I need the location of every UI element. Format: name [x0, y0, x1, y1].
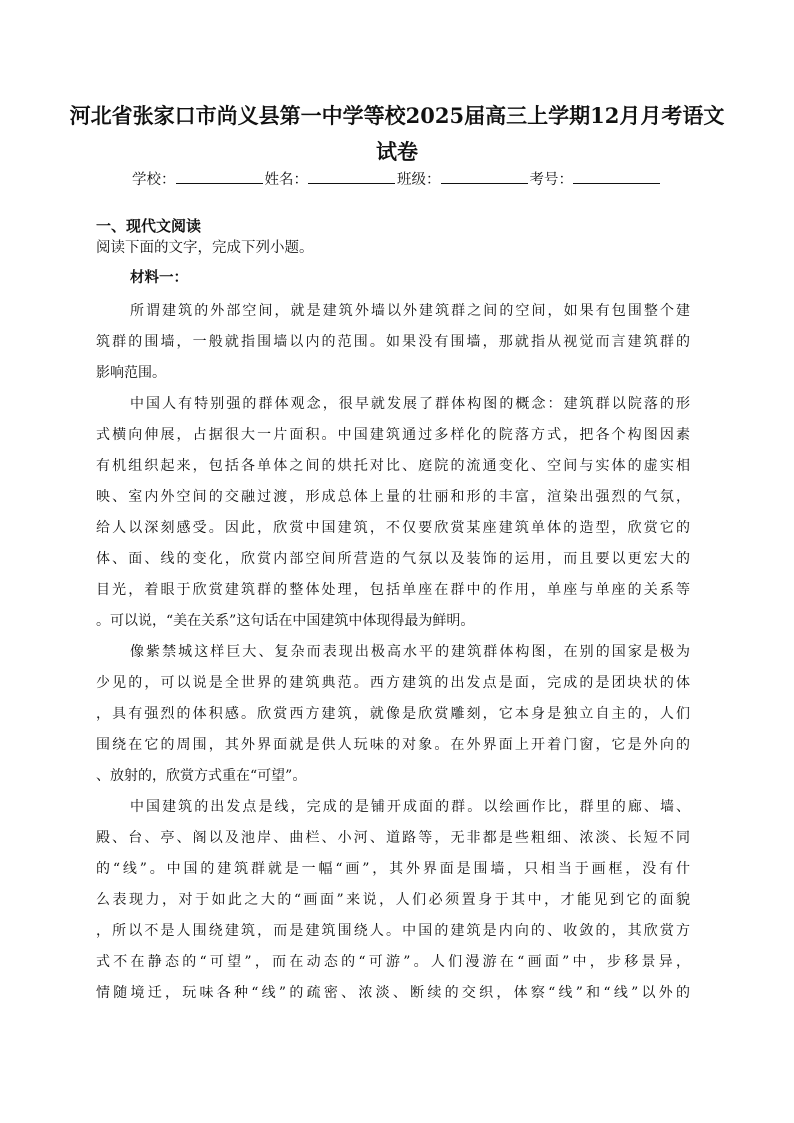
passage-line: 、放射的，欣赏方式重在“可望”。: [96, 768, 307, 784]
passage-line: 有机组织起来，包括各单体之间的烘托对比、庭院的流通变化、空间与实体的虚实相: [96, 458, 690, 474]
name-label: 姓名：: [264, 172, 308, 188]
student-info-row: [0, 168, 794, 192]
material-label: 材料一：: [130, 269, 188, 286]
school-blank: [176, 169, 263, 184]
passage-line: 式横向伸展，占据很大一片面积。中国建筑通过多样化的院落方式，把各个构图因素: [96, 427, 690, 443]
passage-line: 围绕在它的周围，其外界面就是供人玩味的对象。在外界面上开着门窗，它是外向的: [96, 737, 690, 753]
name-blank: [308, 169, 395, 184]
passage-line: 中国建筑的出发点是线，完成的是铺开成面的群。以绘画作比，群里的廊、墙、: [130, 799, 690, 815]
passage-line: 筑群的围墙，一般就指围墙以内的范围。如果没有围墙，那就指从视觉而言建筑群的: [96, 334, 690, 350]
passage-line: 体、面、线的变化，欣赏内部空间所营造的气氛以及装饰的运用，而且要以更宏大的: [96, 551, 690, 567]
passage-line: 所谓建筑的外部空间，就是建筑外墙以外建筑群之间的空间，如果有包围整个建: [130, 303, 690, 319]
passage-line: 。可以说，“美在关系”这句话在中国建筑中体现得最为鲜明。: [96, 613, 475, 629]
passage-line: 式不在静态的“可望”，而在动态的“可游”。人们漫游在“画面”中，步移景异，: [96, 954, 690, 970]
passage-line: 给人以深刻感受。因此，欣赏中国建筑，不仅要欣赏某座建筑单体的造型，欣赏它的: [96, 520, 690, 536]
exam-no-label: 考号：: [529, 172, 573, 188]
school-label: 学校：: [132, 172, 176, 188]
exam-title-line2: 试卷: [376, 139, 418, 164]
passage-line: 殿、台、亭、阁以及池岸、曲栏、小河、道路等，无非都是些粗细、浓淡、长短不同: [96, 830, 690, 846]
class-label: 班级：: [397, 172, 441, 188]
passage-line: 么表现力，对于如此之大的“画面”来说，人们必须置身于其中，才能见到它的面貌: [96, 892, 690, 908]
passage-line: 的“线”。中国的建筑群就是一幅“画”，其外界面是围墙，只相当于画框，没有什: [96, 861, 690, 877]
passage-line: 影响范围。: [96, 365, 166, 381]
passage-line: 映、室内外空间的交融过渡，形成总体上量的壮丽和形的丰富，渲染出强烈的气氛，: [96, 489, 690, 505]
section-instruction: 阅读下面的文字，完成下列小题。: [96, 240, 314, 256]
passage-line: 目光，着眼于欣赏建筑群的整体处理，包括单座在群中的作用，单座与单座的关系等: [96, 582, 690, 598]
passage-line: 少见的，可以说是全世界的建筑典范。西方建筑的出发点是面，完成的是团块状的体: [96, 675, 690, 691]
passage-line: 像紫禁城这样巨大、复杂而表现出极高水平的建筑群体构图，在别的国家是极为: [130, 644, 690, 660]
passage-line: 中国人有特别强的群体观念，很早就发展了群体构图的概念：建筑群以院落的形: [130, 396, 690, 412]
passage-line: 情随境迁，玩味各种“线”的疏密、浓淡、断续的交织，体察“线”和“线”以外的: [96, 985, 690, 1001]
passage-line: ，所以不是人围绕建筑，而是建筑围绕人。中国的建筑是内向的、收敛的，其欣赏方: [96, 923, 690, 939]
passage-body: [96, 296, 690, 1009]
class-blank: [441, 169, 528, 184]
exam-title-line1: 河北省张家口市尚义县第一中学等校2025届高三上学期12月月考语文: [69, 103, 725, 128]
exam-no-blank: [573, 169, 660, 184]
section-heading: 一、现代文阅读: [96, 217, 202, 235]
passage-line: ，具有强烈的体积感。欣赏西方建筑，就像是欣赏雕刻，它本身是独立自主的，人们: [96, 706, 690, 722]
